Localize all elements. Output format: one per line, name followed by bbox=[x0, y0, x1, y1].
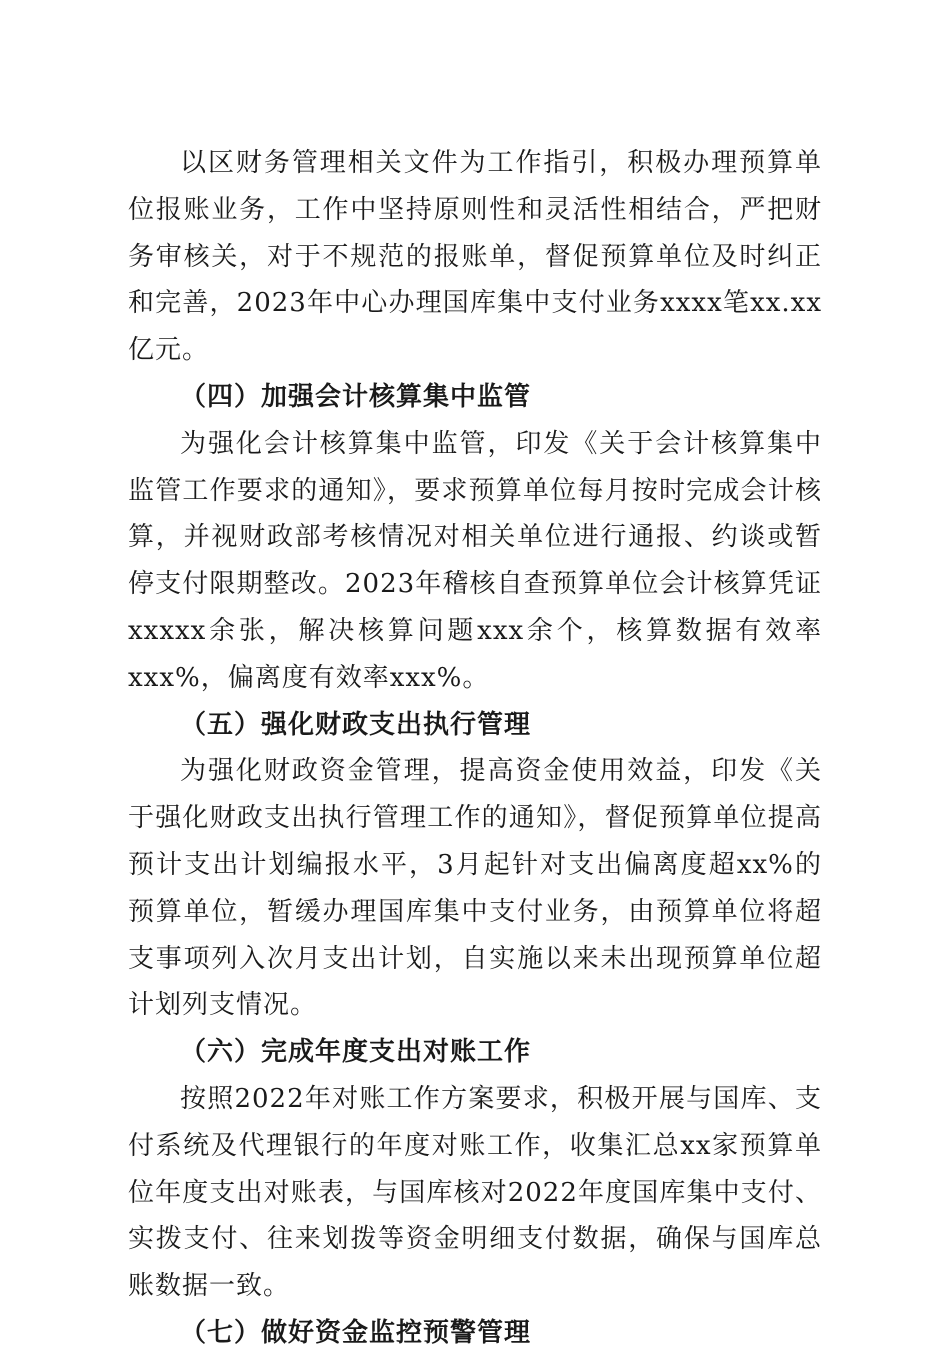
section-heading-4: （四）加强会计核算集中监管 bbox=[180, 381, 532, 412]
section-heading-6: （六）完成年度支出对账工作 bbox=[180, 1037, 532, 1068]
paragraph-expenditure-execution: 为强化财政资金管理，提高资金使用效益，印发《关于强化财政支出执行管理工作的通知》，督促预算单位提高预计支出计划编报水平，3月起针对支出偏离度超xx%的预算单位，暂缓办理国库集中支付业务，由预算单位将超支事项列入次月支出计划，自实施以来未出现预算单位超计划列支情况。 bbox=[128, 756, 822, 1021]
section-heading-5: （五）强化财政支出执行管理 bbox=[180, 709, 532, 740]
paragraph-reimbursement: 以区财务管理相关文件为工作指引，积极办理预算单位报账业务，工作中坚持原则性和灵活性相结合，严把财务审核关，对于不规范的报账单，督促预算单位及时纠正和完善，2023年中心办理国库集中支付业务xxxx笔xx.xx亿元。 bbox=[128, 148, 822, 366]
section-heading-7: （七）做好资金监控预警管理 bbox=[180, 1317, 532, 1348]
paragraph-accounting-supervision: 为强化会计核算集中监管，印发《关于会计核算集中监管工作要求的通知》，要求预算单位每月按时完成会计核算，并视财政部考核情况对相关单位进行通报、约谈或暂停支付限期整改。2023年稽核自查预算单位会计核算凭证xxxxx余张，解决核算问题xxx余个，核算数据有效率xxx%，偏离度有效率xxx%。 bbox=[128, 428, 822, 693]
document-body bbox=[128, 140, 822, 1357]
paragraph-annual-reconciliation: 按照2022年对账工作方案要求，积极开展与国库、支付系统及代理银行的年度对账工作，收集汇总xx家预算单位年度支出对账表，与国库核对2022年度国库集中支付、实拨支付、往来划拨等资金明细支付数据，确保与国库总账数据一致。 bbox=[128, 1083, 822, 1302]
